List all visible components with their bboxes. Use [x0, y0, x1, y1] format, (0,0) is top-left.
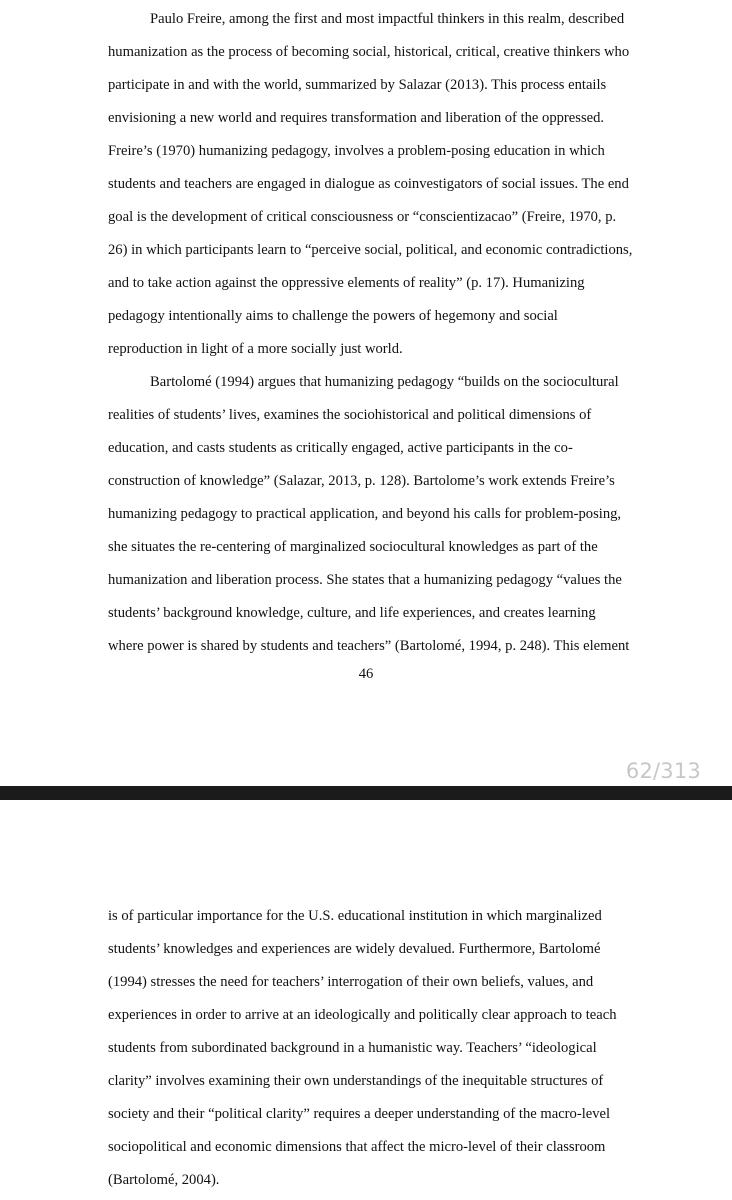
paragraph-line: humanization as the process of becoming social, historical, critical, creative thinkers who — [108, 44, 630, 60]
page-divider — [0, 786, 732, 800]
paragraph-line: humanization and liberation process. She states that a humanizing pedagogy “values the — [108, 572, 622, 588]
paragraph-line: envisioning a new world and requires transformation and liberation of the oppressed. — [108, 110, 605, 126]
paragraph-line: Freire’s (1970) humanizing pedagogy, involves a problem-posing education in which — [108, 143, 605, 159]
page-text-body — [108, 3, 633, 696]
paragraph-line: education, and casts students as critically engaged, active participants in the co- — [108, 440, 573, 456]
paragraph-line: experiences in order to arrive at an ideologically and politically clear approach to teach — [108, 1007, 617, 1023]
paragraph-line: society and their “political clarity” requires a deeper understanding of the macro-level — [108, 1106, 611, 1122]
paragraph-line: she situates the re-centering of marginalized sociocultural knowledges as part of the — [108, 539, 598, 555]
paragraph-line: where power is shared by students and teachers” (Bartolomé, 1994, p. 248). This element — [108, 638, 630, 654]
paragraph-line: realities of students’ lives, examines the sociohistorical and political dimensions of — [108, 407, 592, 423]
paragraph-line: students and teachers are engaged in dialogue as coinvestigators of social issues. The end — [108, 176, 629, 192]
page-counter: 62/313 — [625, 759, 701, 783]
page-number: 46 — [358, 666, 374, 682]
paragraph-line: students from subordinated background in a humanistic way. Teachers’ “ideological — [108, 1040, 597, 1056]
paragraph-line: construction of knowledge” (Salazar, 2013, p. 128). Bartolome’s work extends Freire’s — [108, 473, 615, 489]
paragraph-line: and to take action against the oppressive elements of reality” (p. 17). Humanizing — [108, 275, 585, 291]
paragraph-line: Paulo Freire, among the first and most impactful thinkers in this realm, described — [150, 11, 625, 27]
paragraph-line: pedagogy intentionally aims to challenge the powers of hegemony and social — [108, 308, 558, 324]
paragraph-line: 26) in which participants learn to “perceive social, political, and economic contradictions, — [108, 242, 633, 258]
paragraph-line: students’ knowledges and experiences are widely devalued. Furthermore, Bartolomé — [108, 941, 601, 957]
paragraph-line: participate in and with the world, summarized by Salazar (2013). This process entails — [108, 77, 607, 93]
paragraph-line: Bartolomé (1994) argues that humanizing pedagogy “builds on the sociocultural — [150, 374, 619, 390]
paragraph-line: humanizing pedagogy to practical application, and beyond his calls for problem-posing, — [108, 506, 622, 522]
page-text-body — [108, 900, 628, 1197]
paragraph-line: students’ background knowledge, culture, and life experiences, and creates learning — [108, 605, 596, 621]
paragraph-line: reproduction in light of a more socially just world. — [108, 341, 403, 357]
paragraph-line: clarity” involves examining their own understandings of the inequitable structures of — [108, 1073, 604, 1089]
paragraph-line: (1994) stresses the need for teachers’ interrogation of their own beliefs, values, and — [108, 974, 594, 990]
paragraph-line: goal is the development of critical consciousness or “conscientizacao” (Freire, 1970, p. — [108, 209, 617, 225]
paragraph-line: (Bartolomé, 2004). — [108, 1172, 220, 1188]
paragraph-line: sociopolitical and economic dimensions that affect the micro-level of their classroom — [108, 1139, 606, 1155]
document-page-47 — [0, 800, 732, 1200]
paragraph-line: is of particular importance for the U.S. educational institution in which marginalized — [108, 908, 602, 924]
